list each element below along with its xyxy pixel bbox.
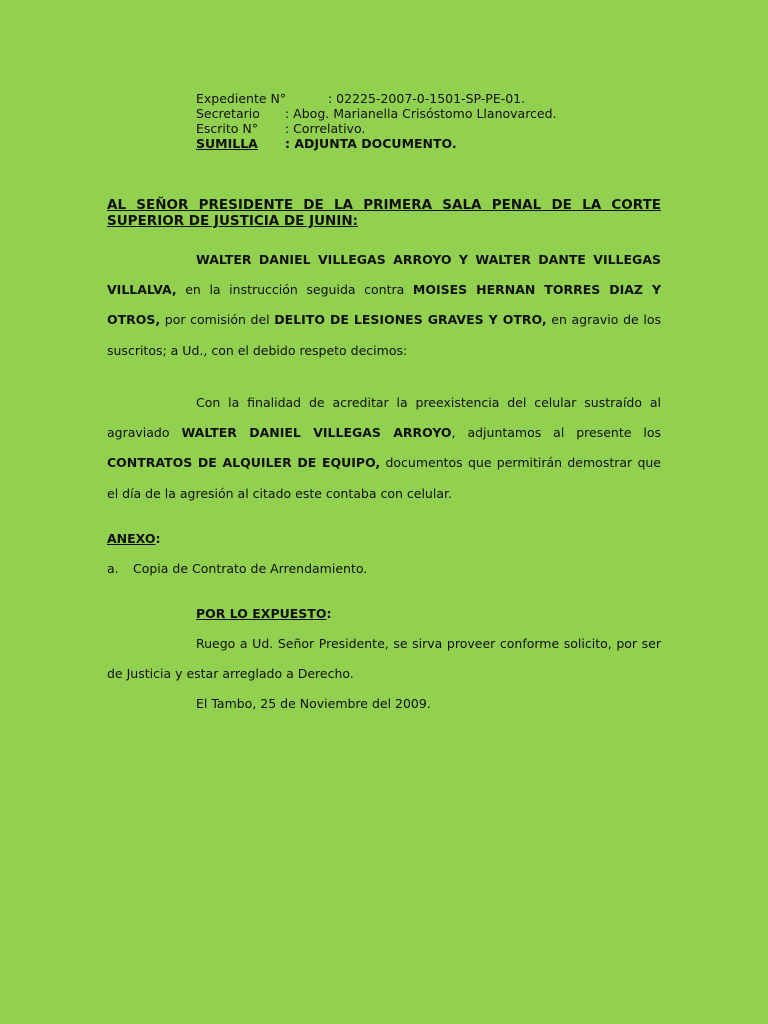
closing-label: POR LO EXPUESTO [196, 606, 327, 621]
petitioners-names: WALTER DANIEL VILLEGAS ARROYO Y WALTER DANTE VILLEGAS VILLALVA, [107, 252, 661, 298]
anexo-item-letter: a. [107, 561, 119, 576]
intro-text-2: por comisión del [160, 312, 275, 328]
victim-name: WALTER DANIEL VILLEGAS ARROYO [181, 425, 452, 441]
anexo-label: ANEXO [107, 531, 156, 546]
crime-name: DELITO DE LESIONES GRAVES Y OTRO, [274, 312, 547, 328]
place-date: El Tambo, 25 de Noviembre del 2009. [196, 696, 431, 711]
addressee-text: AL SEÑOR PRESIDENTE DE LA PRIMERA SALA PENAL DE LA CORTE SUPERIOR DE JUSTICIA DE JUNIN [107, 197, 661, 229]
purpose-paragraph [107, 388, 661, 509]
anexo-item [107, 561, 119, 576]
addressee-colon: : [352, 213, 359, 229]
contracts-name: CONTRATOS DE ALQUILER DE EQUIPO, [107, 455, 381, 471]
escrito-value: : Correlativo. [285, 121, 366, 136]
sumilla-value: : ADJUNTA DOCUMENTO. [285, 136, 457, 151]
expediente-value: : 02225-2007-0-1501-SP-PE-01. [328, 91, 526, 106]
anexo-colon: : [155, 531, 161, 546]
sumilla-label: SUMILLA [196, 136, 258, 151]
secretario-value: : Abog. Marianella Crisóstomo Llanovarced. [285, 106, 557, 121]
intro-text-3: en agravio de los suscritos; a Ud., con el debido respeto decimos: [107, 312, 661, 358]
intro-text-1: en la instrucción seguida contra [176, 282, 413, 298]
request-paragraph: Ruego a Ud. Señor Presidente, se sirva proveer conforme solicito, por ser de Justicia y estar arreglado a Derecho. [107, 636, 661, 682]
addressee-heading [107, 197, 661, 229]
closing-colon: : [326, 606, 332, 621]
accused-names: MOISES HERNAN TORRES DIAZ Y OTROS, [107, 282, 661, 328]
expediente-label: Expediente N° [196, 91, 287, 106]
anexo-heading [107, 531, 161, 546]
purpose-text-2: , adjuntamos al presente los [451, 425, 662, 441]
purpose-text-1: Con la finalidad de acreditar la preexistencia del celular sustraído al agraviado [107, 395, 661, 441]
closing-heading [196, 606, 331, 621]
escrito-label: Escrito N° [196, 121, 259, 136]
anexo-item-text: Copia de Contrato de Arrendamiento. [133, 561, 368, 576]
intro-paragraph [107, 245, 661, 366]
secretario-label: Secretario [196, 106, 260, 121]
purpose-text-3: documentos que permitirán demostrar que el día de la agresión al citado este contaba con celular. [107, 455, 661, 501]
